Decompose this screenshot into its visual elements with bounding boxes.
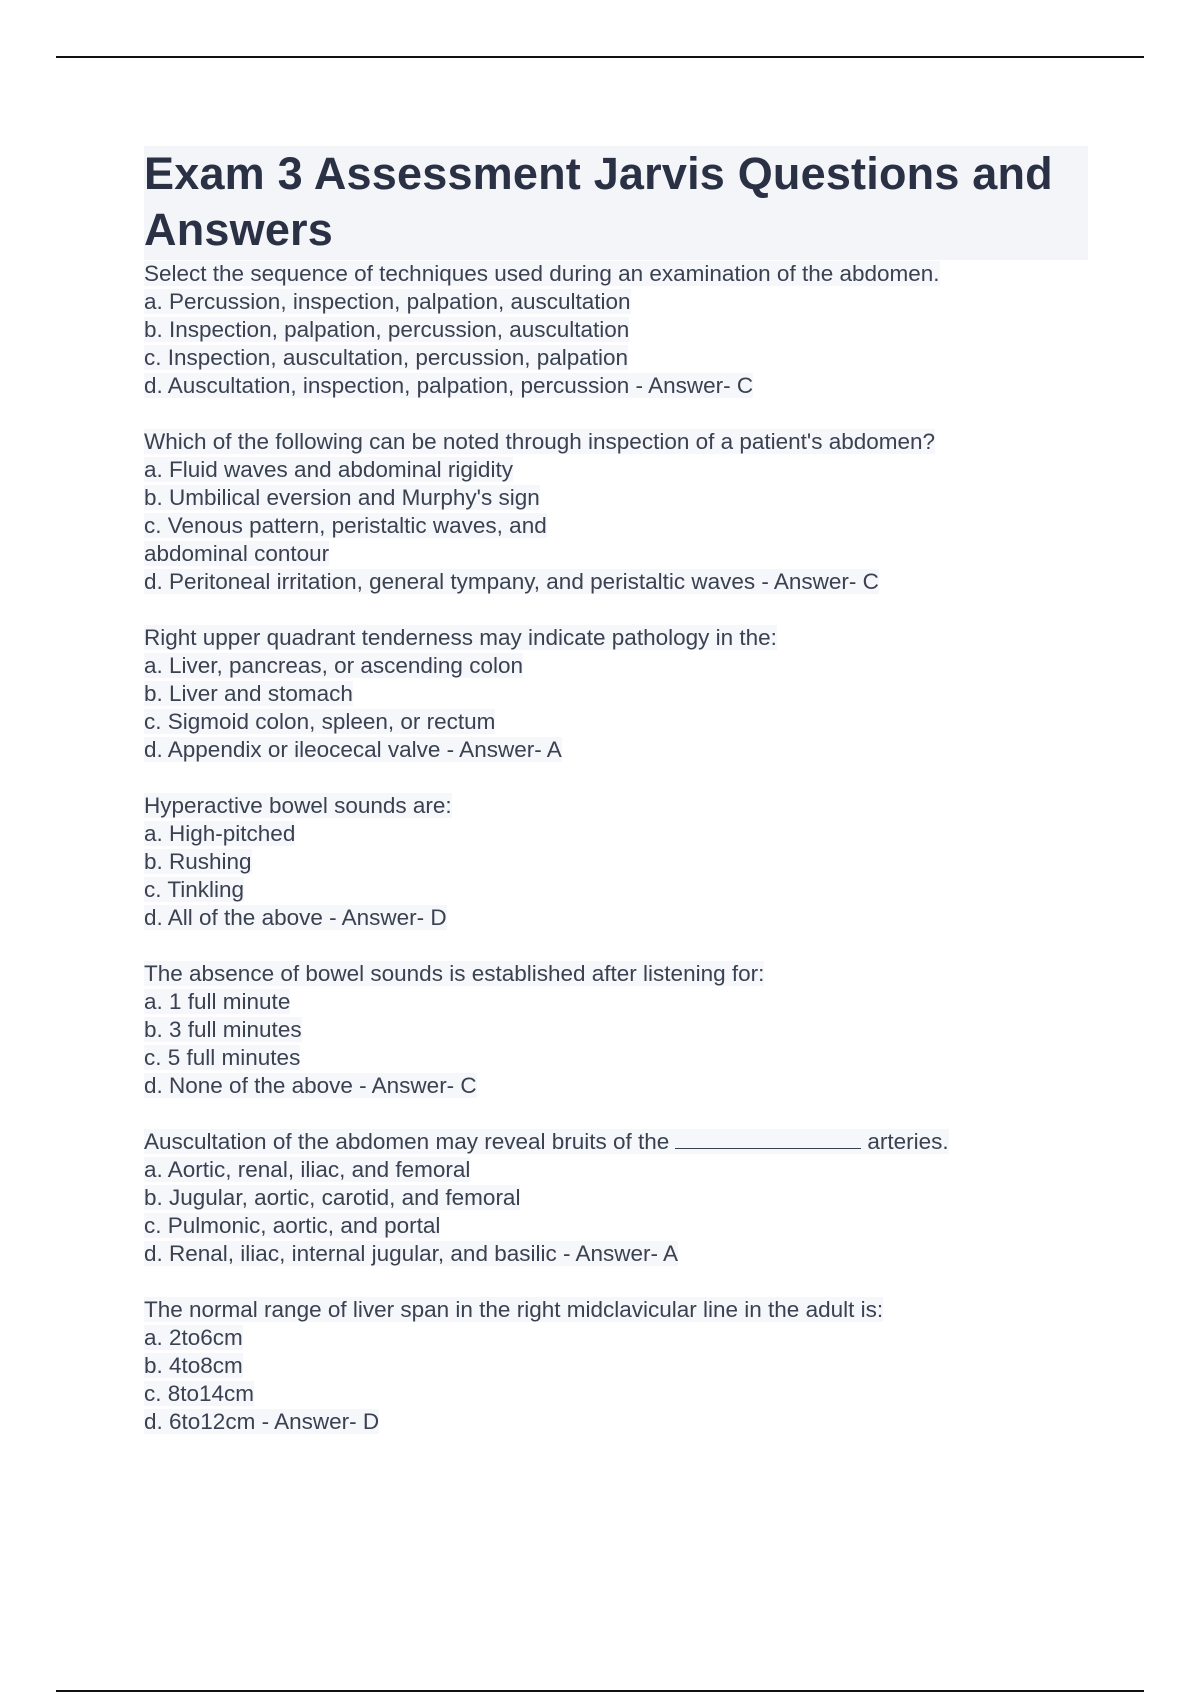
question-4 xyxy=(144,792,1088,932)
answer-option: d. Appendix or ileocecal valve - Answer- A xyxy=(144,737,562,762)
answer-option: b. Liver and stomach xyxy=(144,681,353,706)
question-stem-end: arteries. xyxy=(867,1129,949,1154)
answer-option: d. Auscultation, inspection, palpation, percussion - Answer- C xyxy=(144,373,754,398)
question-stem: Select the sequence of techniques used during an examination of the abdomen. xyxy=(144,261,940,286)
answer-option: b. Rushing xyxy=(144,849,252,874)
answer-option: c. Pulmonic, aortic, and portal xyxy=(144,1213,441,1238)
document-title: Exam 3 Assessment Jarvis Questions and Answers xyxy=(144,146,1088,260)
question-stem: The normal range of liver span in the right midclavicular line in the adult is: xyxy=(144,1297,884,1322)
answer-option: a. Fluid waves and abdominal rigidity xyxy=(144,457,513,482)
answer-option: b. 4to8cm xyxy=(144,1353,243,1378)
answer-option: b. Inspection, palpation, percussion, auscultation xyxy=(144,317,630,342)
document-body xyxy=(144,146,1088,1436)
answer-option: b. Jugular, aortic, carotid, and femoral xyxy=(144,1185,521,1210)
fill-in-blank xyxy=(675,1130,861,1149)
question-stem: Hyperactive bowel sounds are: xyxy=(144,793,452,818)
answer-option: a. Liver, pancreas, or ascending colon xyxy=(144,653,523,678)
answer-option: d. 6to12cm - Answer- D xyxy=(144,1409,380,1434)
question-stem: Right upper quadrant tenderness may indicate pathology in the: xyxy=(144,625,777,650)
answer-option-continued: abdominal contour xyxy=(144,541,330,566)
answer-option: a. Percussion, inspection, palpation, auscultation xyxy=(144,289,631,314)
question-stem xyxy=(144,1128,1088,1156)
answer-option: d. Renal, iliac, internal jugular, and basilic - Answer- A xyxy=(144,1241,679,1266)
answer-option: c. Sigmoid colon, spleen, or rectum xyxy=(144,709,496,734)
answer-option: d. Peritoneal irritation, general tympany, and peristaltic waves - Answer- C xyxy=(144,569,879,594)
answer-option: a. 2to6cm xyxy=(144,1325,243,1350)
question-7 xyxy=(144,1296,1088,1436)
answer-option: c. 8to14cm xyxy=(144,1381,255,1406)
question-6 xyxy=(144,1128,1088,1268)
page-bottom-rule xyxy=(56,1690,1144,1692)
answer-option: d. All of the above - Answer- D xyxy=(144,905,447,930)
answer-option: b. Umbilical eversion and Murphy's sign xyxy=(144,485,540,510)
question-3 xyxy=(144,624,1088,764)
question-stem-start: Auscultation of the abdomen may reveal bruits of the xyxy=(144,1129,670,1154)
question-5 xyxy=(144,960,1088,1100)
answer-option: d. None of the above - Answer- C xyxy=(144,1073,477,1098)
answer-option: c. 5 full minutes xyxy=(144,1045,301,1070)
answer-option: b. 3 full minutes xyxy=(144,1017,302,1042)
answer-option: c. Venous pattern, peristaltic waves, and xyxy=(144,513,547,538)
answer-option: a. 1 full minute xyxy=(144,989,291,1014)
answer-option: c. Tinkling xyxy=(144,877,245,902)
answer-option: a. High-pitched xyxy=(144,821,296,846)
answer-option: a. Aortic, renal, iliac, and femoral xyxy=(144,1157,471,1182)
question-1 xyxy=(144,260,1088,400)
question-2 xyxy=(144,428,1088,596)
question-stem: The absence of bowel sounds is established after listening for: xyxy=(144,961,765,986)
question-stem: Which of the following can be noted through inspection of a patient's abdomen? xyxy=(144,429,936,454)
answer-option: c. Inspection, auscultation, percussion, palpation xyxy=(144,345,629,370)
page-top-rule xyxy=(56,56,1144,58)
